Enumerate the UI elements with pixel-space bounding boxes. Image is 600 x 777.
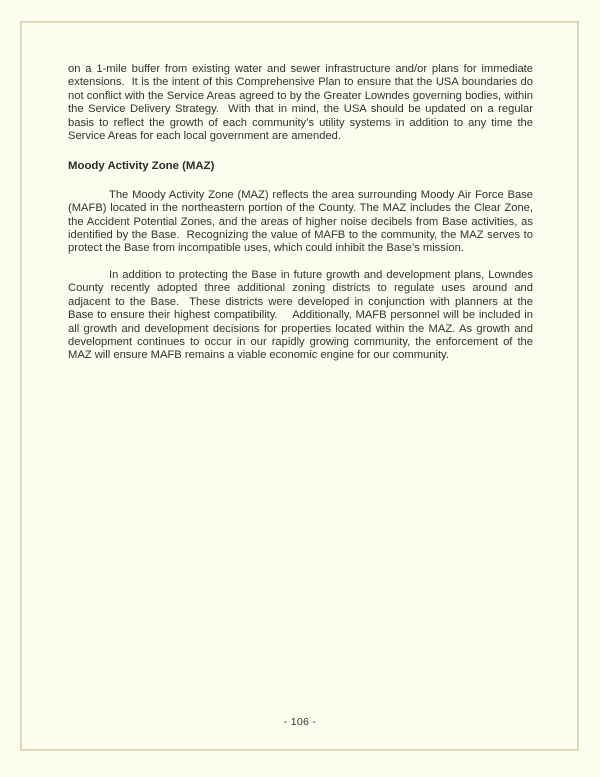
page-content [68,63,537,376]
maz-paragraph-2: In addition to protecting the Base in future growth and development plans, Lowndes County recently adopted three additional zoning districts to regulate uses around and adjacent to the Base. These districts were developed in conjunction with planners at the Base to ensure their highest compatibility. Additionally, MAFB personnel will be included in all growth and development decisions for properties located within the MAZ. As growth and development continues to occur in our rapidly growing community, the enforcement of the MAZ will ensure MAFB remains a viable economic engine for our community. [68,268,537,362]
maz-paragraph-1: The Moody Activity Zone (MAZ) reflects the area surrounding Moody Air Force Base (MAFB) located in the northeastern portion of the County. The MAZ includes the Clear Zone, the Accident Potential Zones, and the areas of higher noise decibels from Base activities, as identified by the Base. Recognizing the value of MAFB to the community, the MAZ serves to protect the Base from incompatible uses, which could inhibit the Base’s mission. [68,188,537,255]
page-number: - 106 - [283,716,317,728]
continuation-paragraph: on a 1-mile buffer from existing water and sewer infrastructure and/or plans for immediate extensions. It is the intent of this Comprehensive Plan to ensure that the USA boundaries do not conflict with the Service Areas agreed to by the Greater Lowndes governing bodies, within the Service Delivery Strategy. With that in mind, the USA should be updated on a regular basis to reflect the growth of each community’s utility systems in addition to any time the Service Areas for each local government are amended. [68,63,537,143]
section-heading-moody-activity-zone: Moody Activity Zone (MAZ) [68,160,215,173]
